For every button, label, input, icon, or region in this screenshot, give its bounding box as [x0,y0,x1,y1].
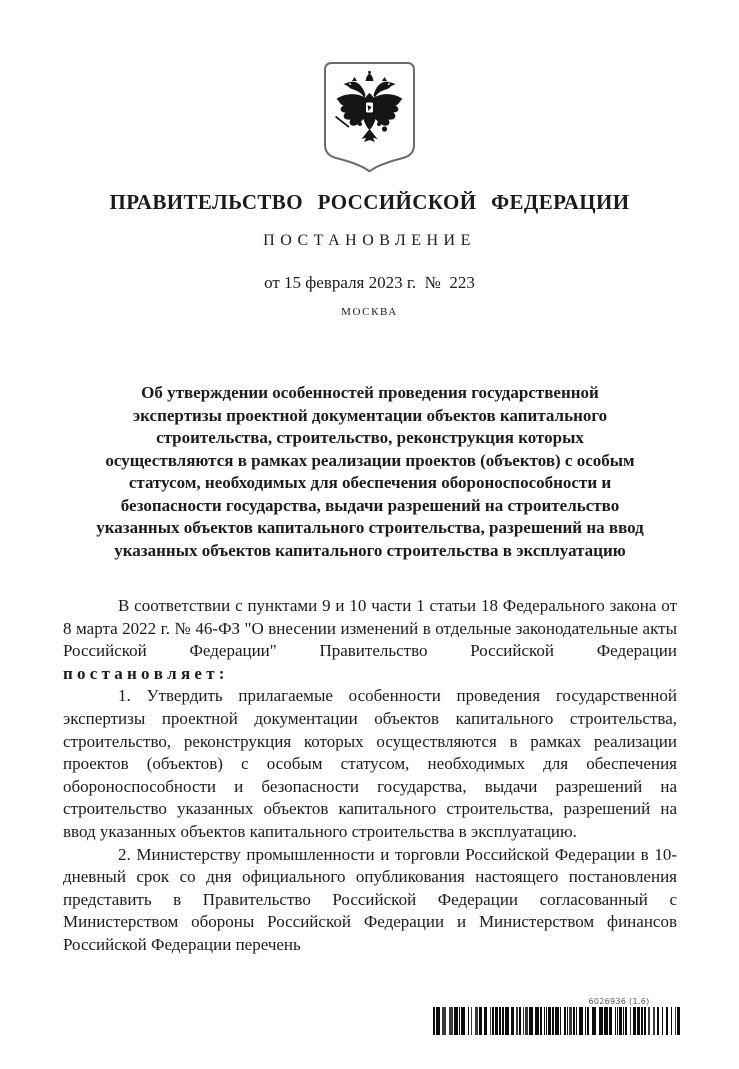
decree-clause-1: 1. Утвердить прилагаемые особенности проведения государственной экспертизы проектной документации объектов капитального строительства, строительство, реконструкция которых осуществляются в рамках реализации проектов (объектов) с особым статусом, необходимых для обеспечения обороноспособности и безопасности государства, выдачи разрешений на строительство указанных объектов капитального строительства, разрешений на ввод указанных объектов капитального строительства в эксплуатацию. [63,686,677,841]
city-label: МОСКВА [341,306,398,318]
decree-body [63,595,677,957]
decree-clause-2: 2. Министерству промышленности и торговли Российской Федерации в 10-дневный срок со дня официального опубликования настоящего постановления представить в Правительство Российской Федерации согласованный с Министерством обороны Российской Федерации и Министерством финансов Российской Федерации перечень [63,844,677,954]
decree-word: п о с т а н о в л я е т : [63,663,225,683]
decree-title-line: осуществляются в рамках реализации проектов (объектов) с особым [105,450,635,470]
intro-text: В соответствии с пунктами 9 и 10 части 1 статьи 18 Федерального закона от 8 марта 2022 г. № 46-ФЗ "О внесении изменений в отдельные законодательные акты Российской Федерации" Правительство Российской Федерации [63,596,677,661]
barcode-label: 6026936 (1.6) [588,997,650,1006]
government-name: ПРАВИТЕЛЬСТВО РОССИЙСКОЙ ФЕДЕРАЦИИ [109,190,630,214]
date-number-line: от 15 февраля 2023 г. № 223 [264,273,475,292]
decree-title-line: указанных объектов капитального строительства, разрешений на ввод [96,518,644,537]
document-type: ПОСТАНОВЛЕНИЕ [263,232,476,249]
document-header [0,191,739,319]
intro-paragraph [63,595,677,685]
decree-title-line: указанных объектов капитального строительства в эксплуатацию [114,540,626,560]
decree-title-line: статусом, необходимых для обеспечения обороноспособности и [128,473,612,492]
coat-of-arms-icon [323,61,416,172]
decree-title-line: Об утверждении особенностей проведения государственной [141,383,599,402]
decree-title [63,382,677,562]
decree-title-line: строительства, строительство, реконструкция которых [156,428,584,447]
decree-title-line: экспертизы проектной документации объектов капитального [132,405,608,425]
barcode-bars [433,1007,687,1035]
barcode [433,997,687,1035]
decree-title-line: безопасности государства, выдачи разрешений на строительство [120,495,620,515]
